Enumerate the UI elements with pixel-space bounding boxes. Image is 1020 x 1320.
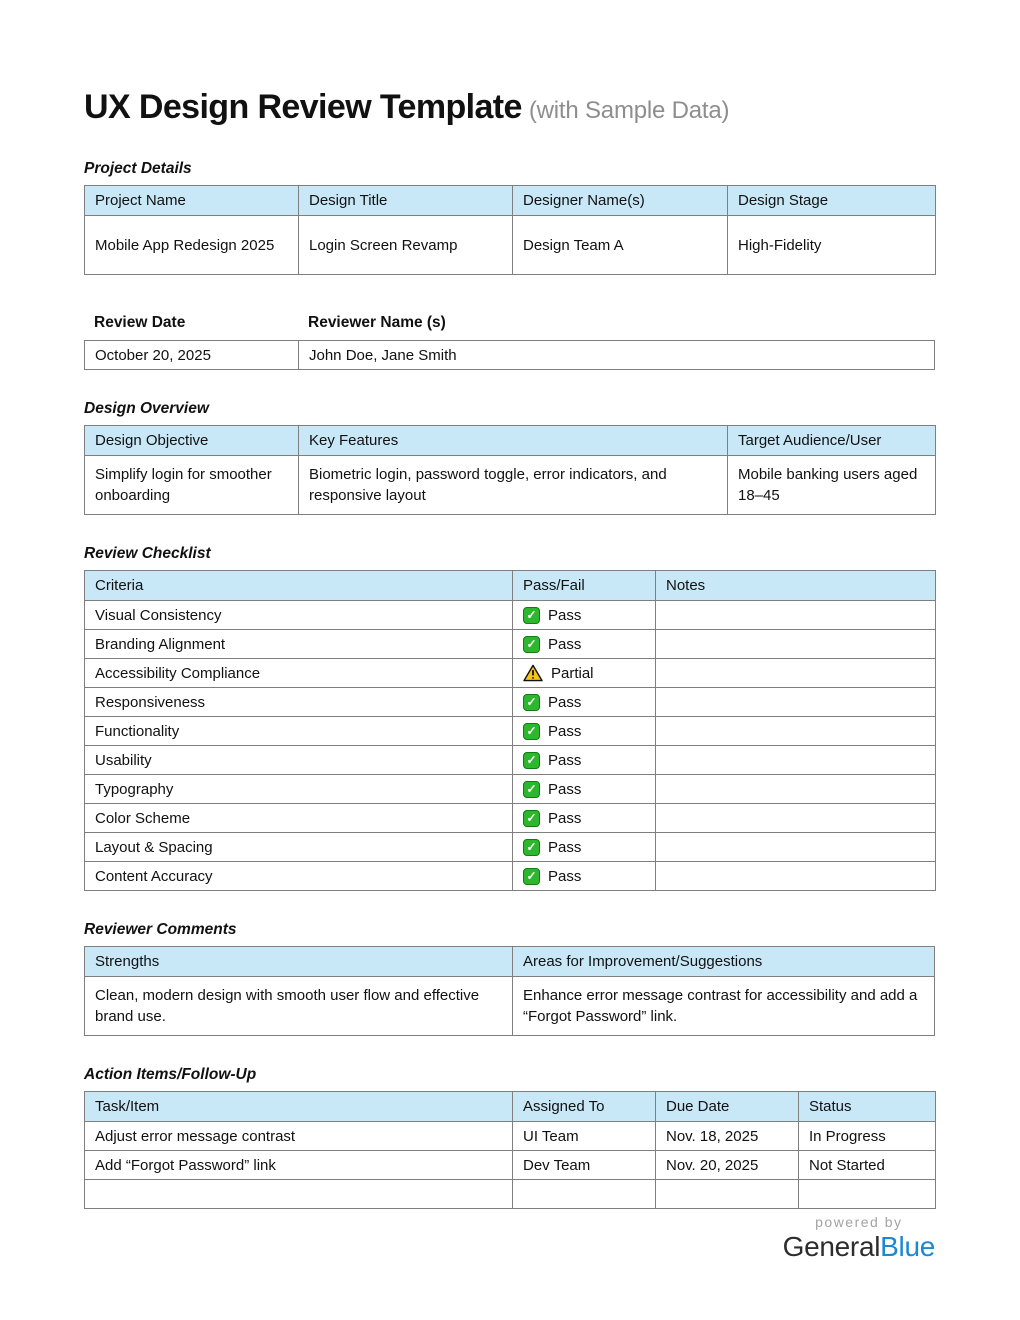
- checklist-row: [85, 833, 936, 862]
- cell-criteria: Usability: [85, 746, 513, 775]
- label-reviewer-name: Reviewer Name (s): [308, 314, 446, 331]
- status-label: Pass: [548, 867, 582, 885]
- column-header-improvements: Areas for Improvement/Suggestions: [513, 947, 935, 977]
- cell-notes: [656, 746, 936, 775]
- label-review-date: Review Date: [94, 314, 186, 331]
- cell-due-date: [656, 1180, 799, 1209]
- review-info-table: [84, 340, 935, 370]
- table-row: [85, 341, 935, 370]
- cell-criteria: Accessibility Compliance: [85, 659, 513, 688]
- cell-criteria: Visual Consistency: [85, 601, 513, 630]
- cell-project-name: Mobile App Redesign 2025: [85, 216, 299, 275]
- checklist-row: [85, 601, 936, 630]
- status-label: Pass: [548, 722, 582, 740]
- column-header-strengths: Strengths: [85, 947, 513, 977]
- column-header-design-objective: Design Objective: [85, 426, 299, 456]
- status-label: Partial: [551, 664, 594, 682]
- section-heading-review-checklist: Review Checklist: [84, 545, 211, 562]
- status-label: Pass: [548, 780, 582, 798]
- cell-status: [799, 1180, 936, 1209]
- column-header-pass-fail: Pass/Fail: [513, 571, 656, 601]
- status-label: Pass: [548, 809, 582, 827]
- table-header-row: [85, 947, 935, 977]
- cell-reviewer-name: John Doe, Jane Smith: [299, 341, 935, 370]
- cell-criteria: Typography: [85, 775, 513, 804]
- column-header-status: Status: [799, 1092, 936, 1122]
- cell-status: Not Started: [799, 1151, 936, 1180]
- action-item-row: [85, 1180, 936, 1209]
- column-header-designer-names: Designer Name(s): [513, 186, 728, 216]
- checklist-row: [85, 717, 936, 746]
- reviewer-comments-table: [84, 946, 935, 1036]
- status-label: Pass: [548, 838, 582, 856]
- check-square-icon: [523, 723, 540, 740]
- status-label: Pass: [548, 606, 582, 624]
- page-title-main: UX Design Review Template: [84, 88, 522, 126]
- powered-by-label: powered by: [815, 1214, 903, 1230]
- column-header-due-date: Due Date: [656, 1092, 799, 1122]
- cell-criteria: Functionality: [85, 717, 513, 746]
- table-row: [85, 216, 936, 275]
- cell-task: Add “Forgot Password” link: [85, 1151, 513, 1180]
- action-items-table: [84, 1091, 936, 1209]
- cell-notes: [656, 775, 936, 804]
- cell-improvements: Enhance error message contrast for accessibility and add a “Forgot Password” link.: [513, 977, 935, 1036]
- column-header-project-name: Project Name: [85, 186, 299, 216]
- column-header-design-stage: Design Stage: [728, 186, 936, 216]
- page-title: [84, 88, 936, 127]
- column-header-design-title: Design Title: [299, 186, 513, 216]
- checklist-row: [85, 659, 936, 688]
- cell-criteria: Content Accuracy: [85, 862, 513, 891]
- check-square-icon: [523, 694, 540, 711]
- review-checklist-table: [84, 570, 936, 891]
- cell-notes: [656, 833, 936, 862]
- column-header-notes: Notes: [656, 571, 936, 601]
- table-header-row: [85, 1092, 936, 1122]
- cell-notes: [656, 659, 936, 688]
- check-square-icon: [523, 868, 540, 885]
- project-details-table: [84, 185, 936, 275]
- cell-notes: [656, 804, 936, 833]
- cell-task: Adjust error message contrast: [85, 1122, 513, 1151]
- column-header-key-features: Key Features: [299, 426, 728, 456]
- checklist-row: [85, 746, 936, 775]
- cell-assigned-to: Dev Team: [513, 1151, 656, 1180]
- cell-assigned-to: [513, 1180, 656, 1209]
- check-square-icon: [523, 781, 540, 798]
- footer-brand-block: [783, 1214, 935, 1263]
- brand-general-text: General: [782, 1231, 881, 1262]
- cell-criteria: Branding Alignment: [85, 630, 513, 659]
- table-header-row: [85, 426, 936, 456]
- design-overview-table: [84, 425, 936, 515]
- section-heading-design-overview: Design Overview: [84, 400, 209, 417]
- table-header-row: [85, 571, 936, 601]
- cell-due-date: Nov. 18, 2025: [656, 1122, 799, 1151]
- action-item-row: [85, 1151, 936, 1180]
- checklist-row: [85, 804, 936, 833]
- cell-assigned-to: UI Team: [513, 1122, 656, 1151]
- check-square-icon: [523, 636, 540, 653]
- brand-blue-text: Blue: [880, 1231, 935, 1262]
- check-square-icon: [523, 839, 540, 856]
- section-heading-reviewer-comments: Reviewer Comments: [84, 921, 237, 938]
- footer: [84, 1214, 935, 1263]
- cell-notes: [656, 717, 936, 746]
- column-header-task-item: Task/Item: [85, 1092, 513, 1122]
- table-row: [85, 977, 935, 1036]
- cell-criteria: Color Scheme: [85, 804, 513, 833]
- cell-notes: [656, 630, 936, 659]
- checklist-row: [85, 630, 936, 659]
- check-square-icon: [523, 810, 540, 827]
- cell-status: In Progress: [799, 1122, 936, 1151]
- cell-task: [85, 1180, 513, 1209]
- general-blue-logo: [783, 1231, 935, 1263]
- cell-notes: [656, 688, 936, 717]
- warning-triangle-icon: [523, 664, 543, 682]
- cell-review-date: October 20, 2025: [85, 341, 299, 370]
- cell-notes: [656, 601, 936, 630]
- table-row: [85, 456, 936, 515]
- page-title-subtitle: (with Sample Data): [528, 97, 730, 124]
- checklist-row: [85, 862, 936, 891]
- checklist-row: [85, 688, 936, 717]
- cell-design-title: Login Screen Revamp: [299, 216, 513, 275]
- action-item-row: [85, 1122, 936, 1151]
- cell-design-objective: Simplify login for smoother onboarding: [85, 456, 299, 515]
- cell-notes: [656, 862, 936, 891]
- check-square-icon: [523, 607, 540, 624]
- table-header-row: [85, 186, 936, 216]
- cell-design-stage: High-Fidelity: [728, 216, 936, 275]
- checklist-row: [85, 775, 936, 804]
- cell-criteria: Responsiveness: [85, 688, 513, 717]
- review-info-labels: [84, 314, 935, 332]
- status-label: Pass: [548, 751, 582, 769]
- section-heading-project-details: Project Details: [84, 160, 192, 177]
- cell-target-audience: Mobile banking users aged 18–45: [728, 456, 936, 515]
- status-label: Pass: [548, 693, 582, 711]
- column-header-target-audience: Target Audience/User: [728, 426, 936, 456]
- column-header-assigned-to: Assigned To: [513, 1092, 656, 1122]
- cell-criteria: Layout & Spacing: [85, 833, 513, 862]
- column-header-criteria: Criteria: [85, 571, 513, 601]
- cell-due-date: Nov. 20, 2025: [656, 1151, 799, 1180]
- cell-strengths: Clean, modern design with smooth user flow and effective brand use.: [85, 977, 513, 1036]
- status-label: Pass: [548, 635, 582, 653]
- cell-key-features: Biometric login, password toggle, error indicators, and responsive layout: [299, 456, 728, 515]
- section-heading-action-items: Action Items/Follow-Up: [84, 1066, 257, 1083]
- check-square-icon: [523, 752, 540, 769]
- cell-designer-names: Design Team A: [513, 216, 728, 275]
